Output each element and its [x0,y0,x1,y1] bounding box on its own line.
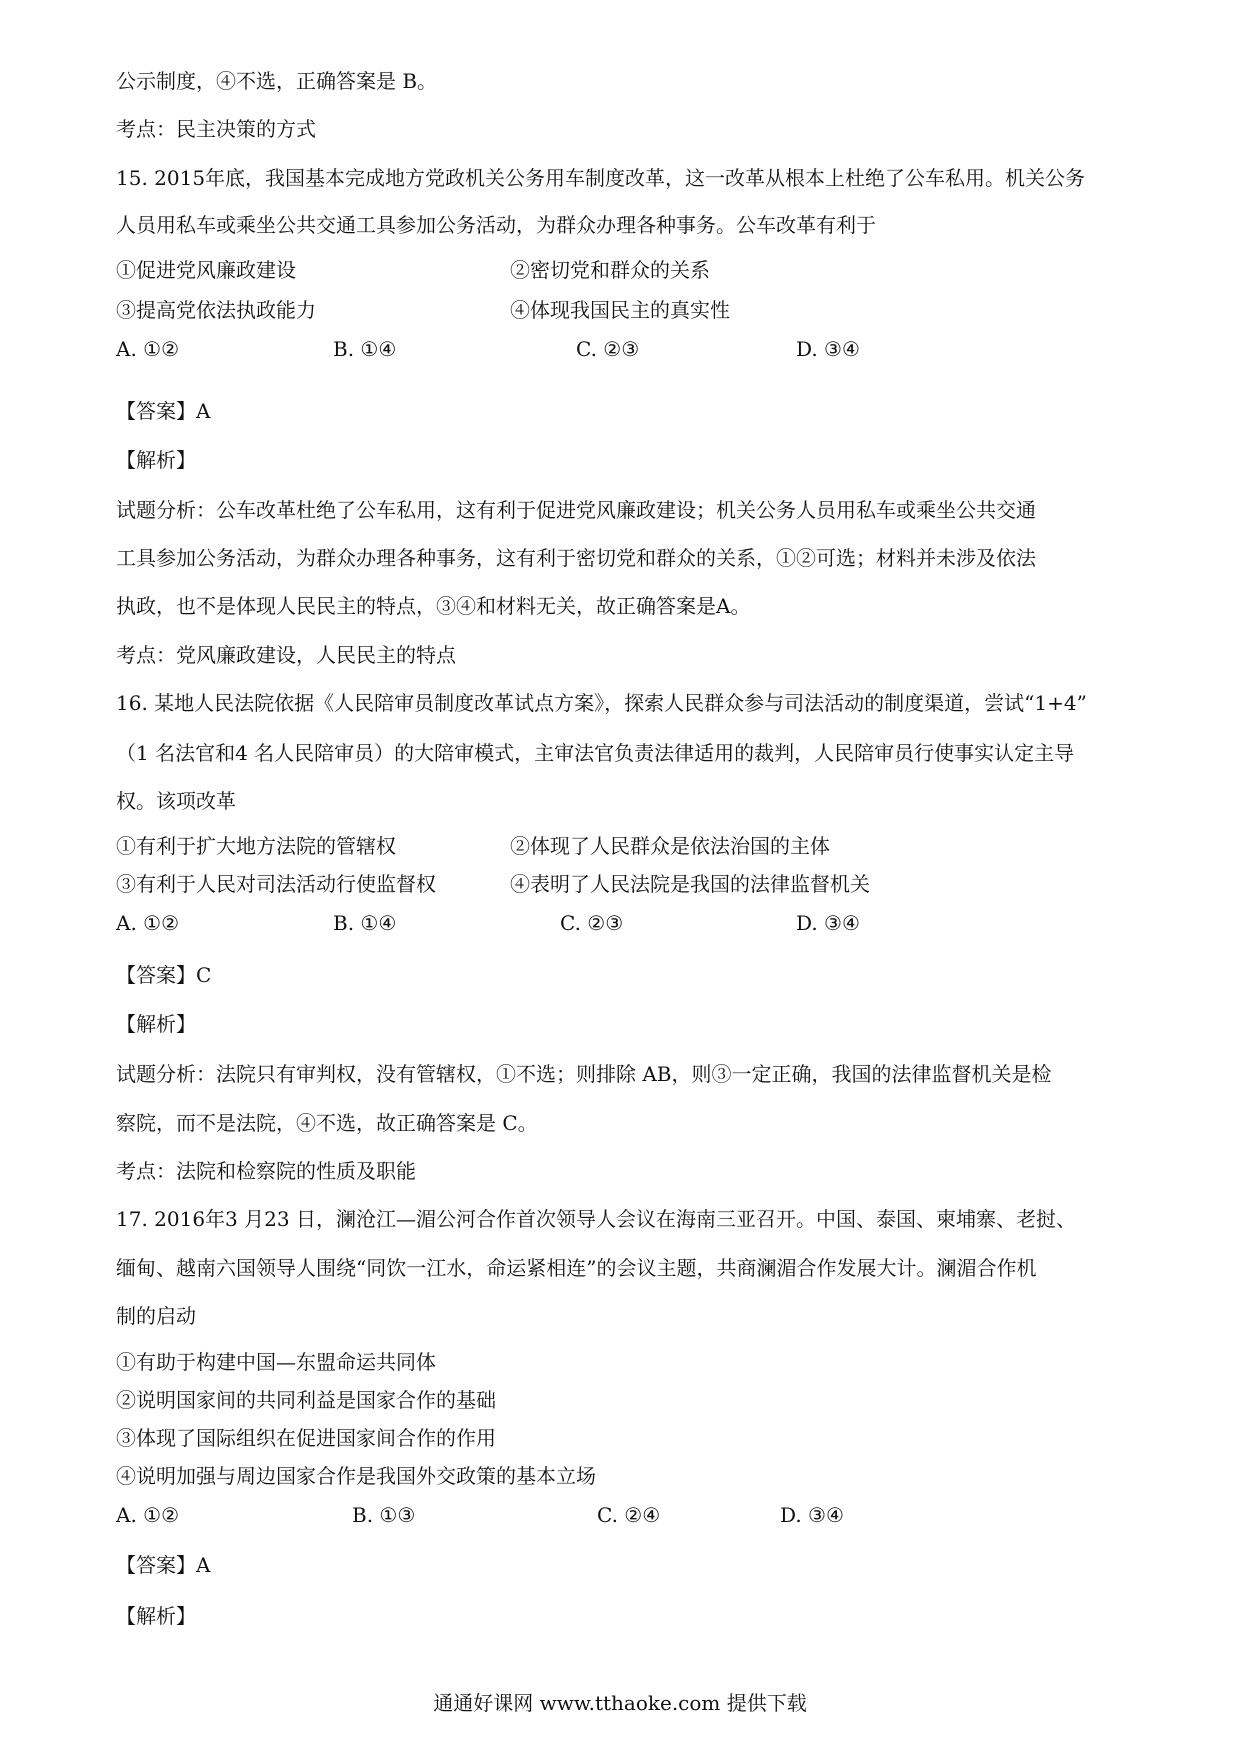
choice-d: D. ③④ [796,911,860,935]
analysis-label: 【解析】 [116,1604,196,1628]
choice-d: D. ③④ [796,337,860,361]
statement-2: ②说明国家间的共同利益是国家合作的基础 [116,1388,496,1412]
choice-a: A. ①② [116,1503,180,1527]
choice-c: C. ②③ [560,911,624,935]
statement-2: ②密切党和群众的关系 [510,258,710,282]
choice-a: A. ①② [116,337,180,361]
analysis-label: 【解析】 [116,1012,196,1036]
text-line: 执政，也不是体现人民民主的特点，③④和材料无关，故正确答案是A。 [116,594,751,618]
text-line: 权。该项改革 [116,789,236,813]
statement-4: ④体现我国民主的真实性 [510,298,730,322]
question-15: 15. 2015年底，我国基本完成地方党政机关公务用车制度改革，这一改革从根本上杜绝了公车私用。机关公务 [116,166,1086,190]
text-line: 工具参加公务活动，为群众办理各种事务，这有利于密切党和群众的关系，①②可选；材料并未涉及依法 [116,546,1036,570]
text-line: 考点：党风廉政建设，人民民主的特点 [116,643,456,667]
text-line: 缅甸、越南六国领导人围绕“同饮一江水，命运紧相连”的会议主题，共商澜湄合作发展大计。澜湄合作机 [116,1256,1037,1280]
text-line: 人员用私车或乘坐公共交通工具参加公务活动，为群众办理各种事务。公车改革有利于 [116,213,876,237]
question-16: 16. 某地人民法院依据《人民陪审员制度改革试点方案》，探索人民群众参与司法活动的制度渠道，尝试“1+4” [116,691,1087,715]
choice-b: B. ①④ [333,911,397,935]
question-17: 17. 2016年3 月23 日，澜沧江—湄公河合作首次领导人会议在海南三亚召开。中国、泰国、柬埔寨、老挝、 [116,1207,1076,1231]
statement-3: ③体现了国际组织在促进国家间合作的作用 [116,1426,496,1450]
text-line: 考点：民主决策的方式 [116,117,316,141]
statement-3: ③有利于人民对司法活动行使监督权 [116,872,436,896]
answer-label: 【答案】A [116,399,211,423]
statement-1: ①有助于构建中国—东盟命运共同体 [116,1350,436,1374]
text-line: 试题分析：法院只有审判权，没有管辖权，①不选；则排除 AB，则③一定正确，我国的法律监督机关是检 [116,1062,1052,1086]
analysis-label: 【解析】 [116,448,196,472]
statement-3: ③提高党依法执政能力 [116,298,316,322]
text-line: 制的启动 [116,1304,196,1328]
text-line: 公示制度，④不选，正确答案是 B。 [116,69,438,93]
choice-c: C. ②③ [576,337,640,361]
choice-d: D. ③④ [780,1503,844,1527]
choice-a: A. ①② [116,911,180,935]
answer-label: 【答案】C [116,963,212,987]
statement-1: ①有利于扩大地方法院的管辖权 [116,834,396,858]
answer-label: 【答案】A [116,1553,211,1577]
text-line: 试题分析：公车改革杜绝了公车私用，这有利于促进党风廉政建设；机关公务人员用私车或乘坐公共交通 [116,498,1036,522]
statement-4: ④说明加强与周边国家合作是我国外交政策的基本立场 [116,1464,596,1488]
choice-c: C. ②④ [597,1503,661,1527]
page-footer: 通通好课网 www.tthaoke.com 提供下载 [433,1691,807,1715]
statement-2: ②体现了人民群众是依法治国的主体 [510,834,830,858]
text-line: （1 名法官和4 名人民陪审员）的大陪审模式，主审法官负责法律适用的裁判，人民陪审员行使事实认定主导 [116,741,1075,765]
statement-4: ④表明了人民法院是我国的法律监督机关 [510,872,870,896]
text-line: 考点：法院和检察院的性质及职能 [116,1159,416,1183]
text-line: 察院，而不是法院，④不选，故正确答案是 C。 [116,1111,538,1135]
statement-1: ①促进党风廉政建设 [116,258,296,282]
choice-b: B. ①③ [352,1503,416,1527]
choice-b: B. ①④ [333,337,397,361]
